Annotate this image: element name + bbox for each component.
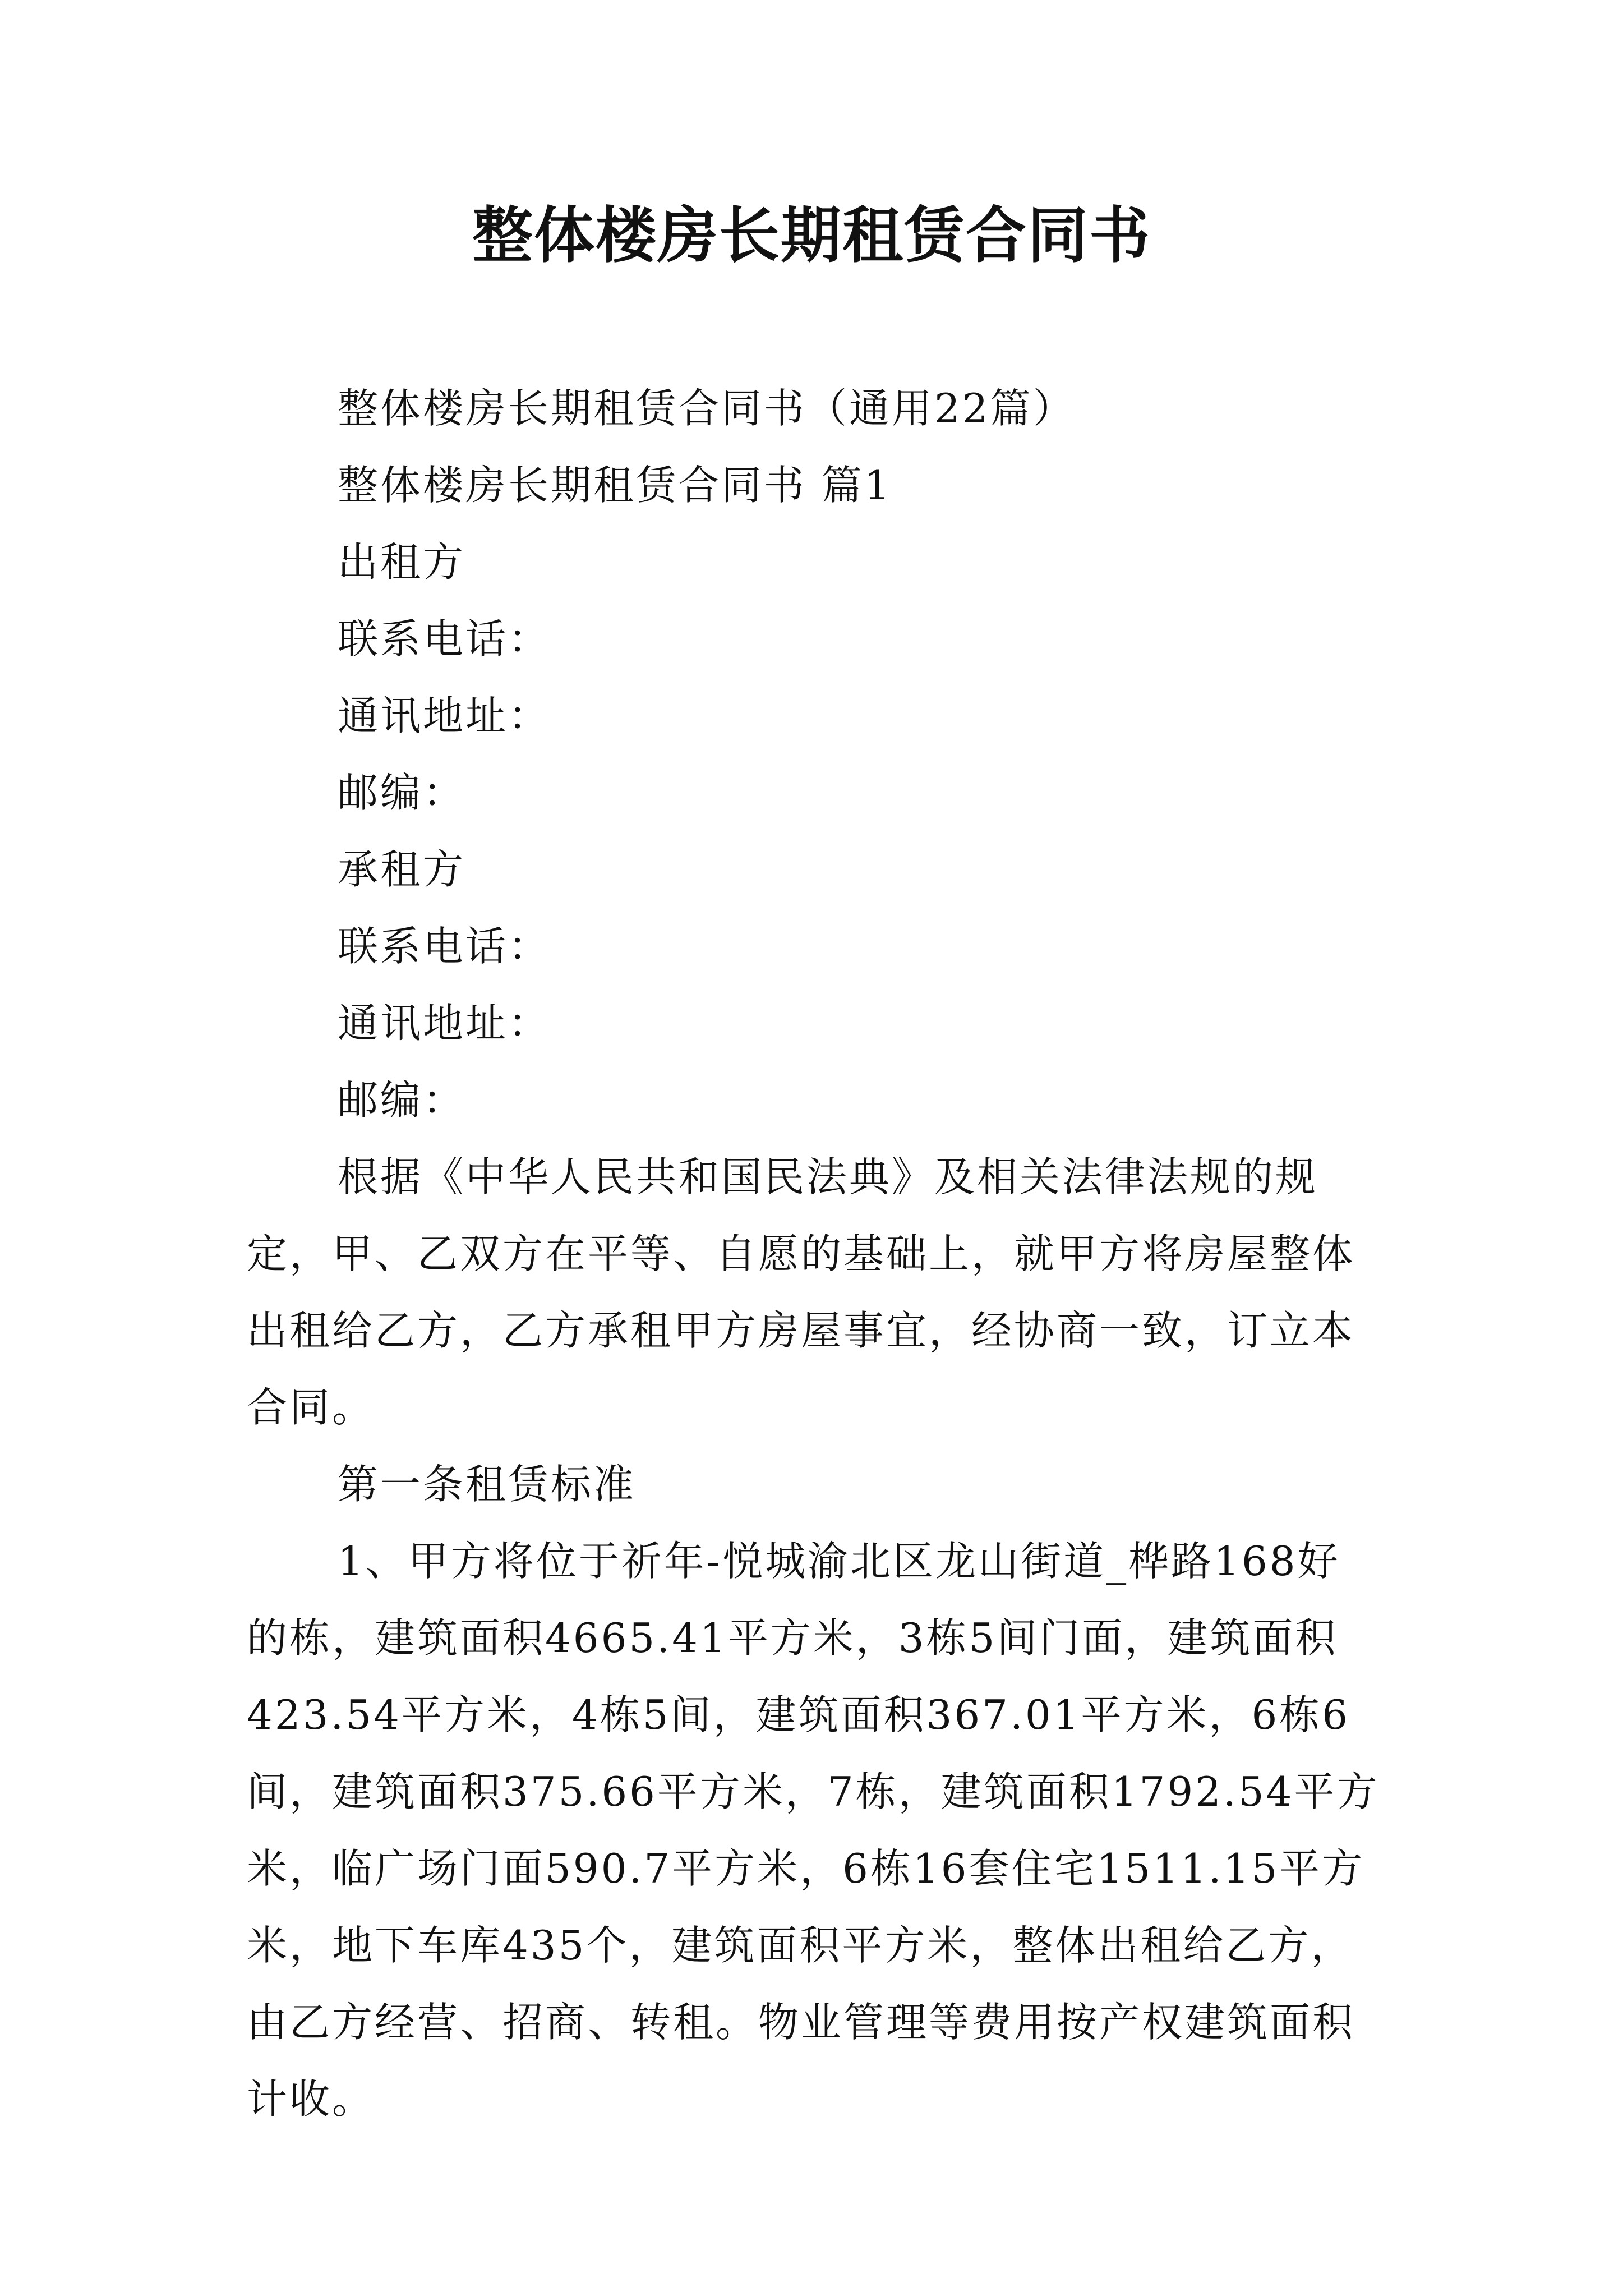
paragraph-lessor-phone: 联系电话：: [338, 615, 551, 662]
paragraph-article-one-heading: 第一条租赁标准: [338, 1461, 637, 1508]
paragraph-lessee-phone: 联系电话：: [338, 923, 551, 970]
paragraph-article-one-clause-1: 1、甲方将位于祈年-悦城渝北区龙山街道_桦路168好的栋，建筑面积4665.41平方米，3栋5间门面，建筑面积423.54平方米，4栋5间，建筑面积367.01平方米，6栋6间，建筑面积375.66平方米，7栋，建筑面积1792.54平方米，临广场门面590.7平方米，6栋16套住宅1511.15平方米，地下车库435个，建筑面积平方米，整体出租给乙方，由乙方经营、招商、转租。物业管理等费用按产权建筑面积计收。: [247, 1538, 1380, 2123]
document-title: 整体楼房长期租赁合同书: [472, 200, 1151, 271]
paragraph-lessee: 承租方: [338, 846, 466, 893]
paragraph-lessee-postcode: 邮编：: [338, 1076, 466, 1124]
document-body: [247, 370, 1380, 2138]
paragraph-lessor: 出租方: [338, 539, 466, 586]
paragraph-subtitle: 整体楼房长期租赁合同书（通用22篇）: [338, 385, 1076, 432]
paragraph-lessor-address: 通讯地址：: [338, 692, 551, 739]
paragraph-section-heading: 整体楼房长期租赁合同书 篇1: [338, 462, 892, 509]
paragraph-legal-basis: 根据《中华人民共和国民法典》及相关法律法规的规定，甲、乙双方在平等、自愿的基础上，就甲方将房屋整体出租给乙方，乙方承租甲方房屋事宜，经协商一致，订立本合同。: [247, 1153, 1355, 1431]
paragraph-lessor-postcode: 邮编：: [338, 769, 466, 816]
paragraph-lessee-address: 通讯地址：: [338, 1000, 551, 1047]
